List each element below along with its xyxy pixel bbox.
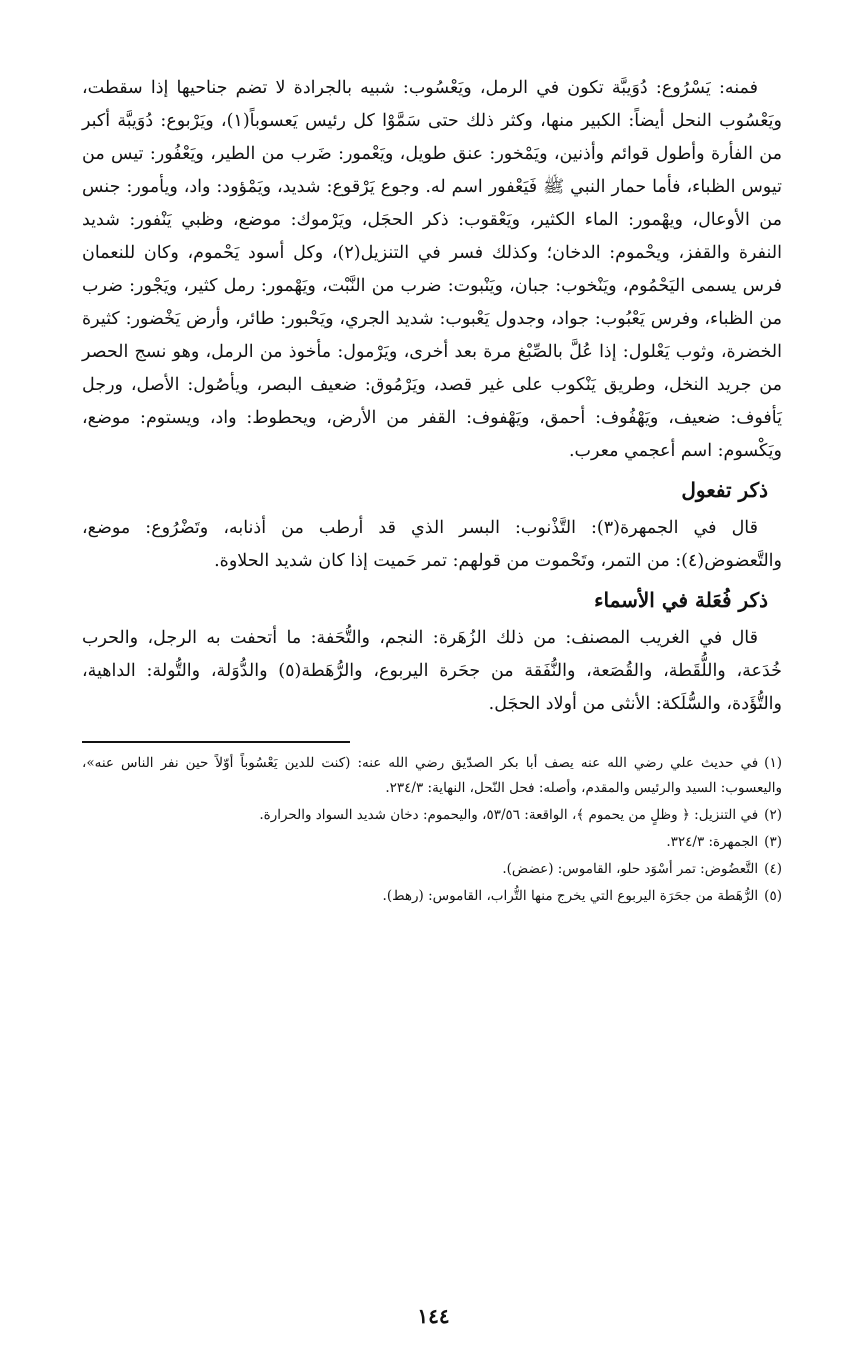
footnote-text: الرُّهَطة من جحَرَة اليربوع التي يخرج منها التُّراب، القاموس: (رهط).	[382, 888, 759, 904]
footnote-text: في حديث علي رضي الله عنه يصف أبا بكر الصدّيق رضي الله عنه: (كنت للدين يَعْسُوباً أوّلاً حين نفر الناس عنه»، واليعسوب: السيد والرئيس والمقدم، وأصله: فحل النّحل، النهاية: ٢٣٤/٣.	[82, 755, 782, 796]
footnote-number: (٤)	[764, 861, 782, 877]
section-heading-fuala: ذكر فُعَلة في الأسماء	[594, 588, 768, 612]
footnote-text: في التنزيل: ﴿ وظلٍ من يحموم ﴾، الواقعة: ٥٣/٥٦، واليحموم: دخان شديد السواد والحرارة.	[259, 807, 759, 823]
footnote-number: (٢)	[764, 807, 782, 823]
footnote-3	[82, 830, 782, 855]
footnote-5	[82, 884, 782, 909]
paragraph-2: قال في الجمهرة(٣): التَّذْنوب: البسر الذي قد أرطب من أذنابه، وتَضْرُوع: موضع، والتَّعضوض(٤): من التمر، وتَحْموت من قولهم: تمر حَميت إذا كان شديد الحلاوة.	[82, 518, 782, 571]
paragraph-3: قال في الغريب المصنف: من ذلك الزُهَرة: النجم، والتُّحَفة: ما أتحفت به الرجل، والحرب خُدَعة، واللُّقَطة، والقُصَعة، والنُّفَقة من جحَرة اليربوع، والرُّهَطة(٥) والدُّوَلة، والتُّولة: الداهية، والتُّؤَدة، والسُّلَكة: الأنثى من أولاد الحجَل.	[82, 628, 782, 714]
footnote-separator	[82, 741, 350, 743]
footnotes	[82, 751, 782, 909]
page-body	[82, 72, 782, 911]
page-number: ١٤٤	[417, 1304, 450, 1328]
footnote-4	[82, 857, 782, 882]
footnote-number: (١)	[764, 755, 782, 771]
footnote-number: (٥)	[764, 888, 782, 904]
paragraph-1: فمنه: يَسْرُوع: دُوَيبَّة تكون في الرمل، ويَعْسُوب: شبيه بالجرادة لا تضم جناحيها إذا سقطت، ويَعْسُوب النحل أيضاً: الكبير منها، وكثر ذلك حتى سَمَّوْا كل رئيس يَعسوباً(١)، ويَرْبوع: دُوَيبَّة أكبر من الفأرة وأطول قوائم وأذنين، ويَمْخور: عنق طويل، ويَعْمور: ضَرب من الطير، ويَعْفُور: تيس من تيوس الظباء، فأما حمار النبي ﷺ فَيَعْفور اسم له. وجوع يَرْقوع: شديد، ويَمْؤود: واد، ويأمور: جنس من الأوعال، ويهْمور: الماء الكثير، ويَعْقوب: ذكر الحجَل، ويَرْموك: موضع، وظبي يَنْفور: شديد النفرة والقفز، ويحْموم: الدخان؛ وكذلك فسر في التنزيل(٢)، وكل أسود يَحْموم، وكان للنعمان فرس يسمى اليَحْمُوم، ويَنْخوب: جبان، ويَنْبوت: ضرب من النَّبْت، ويَهْمور: رمل كثير، ويَجْور: ضرب من الظباء، وفرس يَعْبُوب: جواد، وجدول يَعْبوب: شديد الجري، ويَحْبور: طائر، وأرض يَخْضور: كثيرة الخضرة، وثوب يَعْلول: إذا عُلَّ بالصِّبْغ مرة بعد أخرى، ويَرْمول: مأخوذ من الرمل، وهو نسج الحصر من جريد النخل، وطريق يَنْكوب على غير قصد، ويَرْمُوق: ضعيف البصر، ويأصُول: الأصل، ورجل يَأفوف: ضعيف، ويَهْفُوف: أحمق، ويَهْفوف: القفر من الأرض، ويحطوط: واد، ويستوم: موضع، ويَكْسوم: اسم أعجمي معرب.	[82, 78, 782, 461]
footnote-text: التَّعضُوض: تمر أسْوَد حلو، القاموس: (عضض).	[502, 861, 759, 877]
footnote-2	[82, 803, 782, 828]
footnote-number: (٣)	[764, 834, 782, 850]
footnote-1	[82, 751, 782, 801]
footnote-text: الجمهرة: ٣٢٤/٣.	[666, 834, 759, 850]
section-heading-tafoul: ذكر تفعول	[681, 478, 768, 502]
